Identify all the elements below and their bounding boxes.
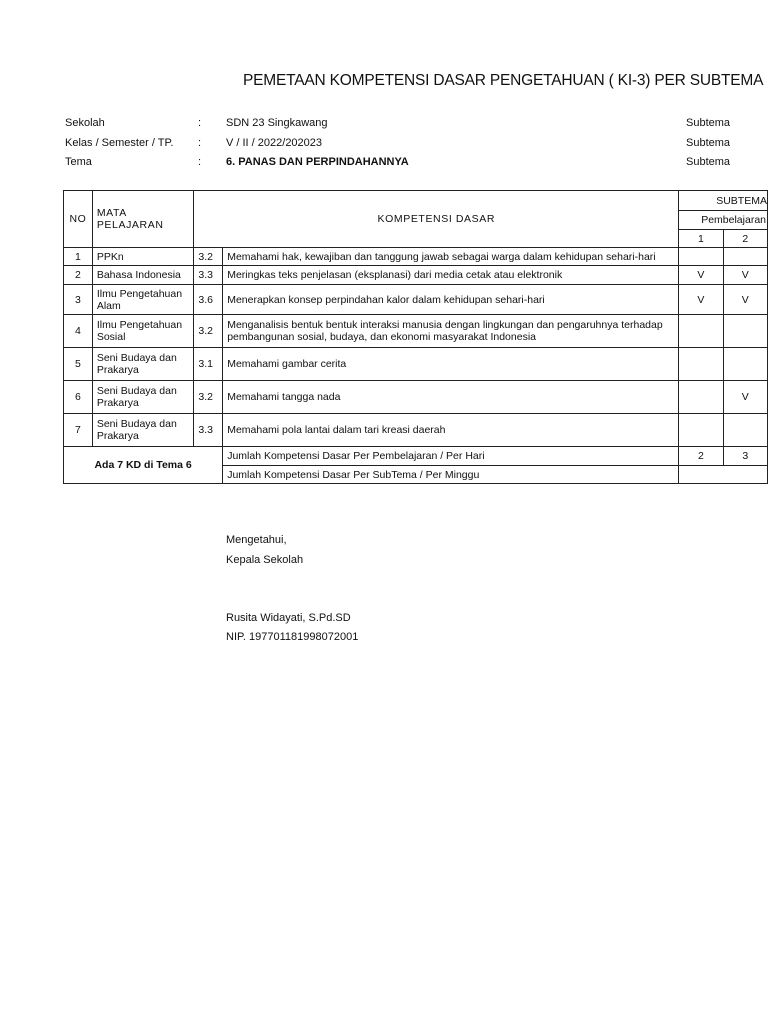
info-label: Kelas / Semester / TP. bbox=[65, 137, 174, 149]
header-pembelajaran-2: 2 bbox=[723, 230, 767, 248]
row-kd-code: 3.1 bbox=[194, 348, 223, 381]
header-subtema: SUBTEMA bbox=[679, 191, 768, 211]
row-kd-text: Memahami pola lantai dalam tari kreasi daerah bbox=[223, 414, 679, 447]
info-subtema-label: Subtema bbox=[686, 156, 731, 168]
row-kd-text: Memahami hak, kewajiban dan tanggung jawab sebagai warga dalam kehidupan sehari-hari bbox=[223, 248, 679, 266]
signature-nip: NIP. 197701181998072001 bbox=[226, 631, 359, 643]
row-kd-text: Menganalisis bentuk bentuk interaksi manusia dengan lingkungan dan pengaruhnya terhadap pembangunan sosial, budaya, dan ekonomi masyarakat Indonesia bbox=[223, 315, 679, 348]
info-label: Sekolah bbox=[65, 117, 105, 129]
table-row bbox=[64, 266, 768, 285]
table-row bbox=[64, 248, 768, 266]
page-title: PEMETAAN KOMPETENSI DASAR PENGETAHUAN ( KI-3) PER SUBTEMA bbox=[243, 72, 764, 89]
summary-count-p1: 2 bbox=[679, 447, 723, 466]
row-kd-text: Menerapkan konsep perpindahan kalor dalam kehidupan sehari-hari bbox=[223, 285, 679, 315]
table-row bbox=[64, 315, 768, 348]
table-row bbox=[64, 285, 768, 315]
summary-text: Jumlah Kompetensi Dasar Per Pembelajaran / Per Hari bbox=[223, 447, 679, 466]
row-kd-code: 3.3 bbox=[194, 414, 223, 447]
info-label: Tema bbox=[65, 156, 92, 168]
row-check-p1 bbox=[679, 348, 723, 381]
row-kd-code: 3.2 bbox=[194, 381, 223, 414]
row-no: 6 bbox=[64, 381, 93, 414]
row-check-p1 bbox=[679, 315, 723, 348]
header-mata-pelajaran: MATA PELAJARAN bbox=[92, 191, 194, 248]
row-mata-pelajaran: Seni Budaya dan Prakarya bbox=[92, 381, 194, 414]
header-pembelajaran-1: 1 bbox=[679, 230, 723, 248]
info-subtema-label: Subtema bbox=[686, 137, 731, 149]
row-mata-pelajaran: PPKn bbox=[92, 248, 194, 266]
row-mata-pelajaran: Seni Budaya dan Prakarya bbox=[92, 414, 194, 447]
info-value: V / II / 2022/202023 bbox=[226, 137, 323, 149]
table-row bbox=[64, 381, 768, 414]
info-colon: : bbox=[198, 137, 202, 149]
row-check-p1 bbox=[679, 381, 723, 414]
table-row bbox=[64, 348, 768, 381]
header-kompetensi-dasar: KOMPETENSI DASAR bbox=[194, 191, 679, 248]
row-check-p1 bbox=[679, 248, 723, 266]
row-no: 2 bbox=[64, 266, 93, 285]
summary-label: Ada 7 KD di Tema 6 bbox=[64, 447, 223, 484]
row-no: 7 bbox=[64, 414, 93, 447]
info-colon: : bbox=[198, 117, 202, 129]
row-check-p2 bbox=[723, 414, 767, 447]
row-kd-text: Meringkas teks penjelasan (eksplanasi) dari media cetak atau elektronik bbox=[223, 266, 679, 285]
row-kd-code: 3.2 bbox=[194, 315, 223, 348]
row-check-p2 bbox=[723, 315, 767, 348]
row-kd-code: 3.3 bbox=[194, 266, 223, 285]
row-check-p2: V bbox=[723, 266, 767, 285]
signature-role: Kepala Sekolah bbox=[226, 554, 304, 566]
row-kd-code: 3.6 bbox=[194, 285, 223, 315]
kd-mapping-table bbox=[63, 190, 768, 484]
table-row bbox=[64, 414, 768, 447]
row-check-p2: V bbox=[723, 381, 767, 414]
info-subtema-label: Subtema bbox=[686, 117, 731, 129]
row-check-p2: V bbox=[723, 285, 767, 315]
row-no: 5 bbox=[64, 348, 93, 381]
info-row-tema bbox=[0, 156, 768, 172]
row-mata-pelajaran: Bahasa Indonesia bbox=[92, 266, 194, 285]
summary-text: Jumlah Kompetensi Dasar Per SubTema / Per Minggu bbox=[223, 466, 679, 484]
info-colon: : bbox=[198, 156, 202, 168]
row-kd-text: Memahami gambar cerita bbox=[223, 348, 679, 381]
summary-count-p2: 3 bbox=[723, 447, 767, 466]
row-no: 1 bbox=[64, 248, 93, 266]
info-value: SDN 23 Singkawang bbox=[226, 117, 328, 129]
row-check-p1: V bbox=[679, 266, 723, 285]
row-no: 4 bbox=[64, 315, 93, 348]
row-kd-code: 3.2 bbox=[194, 248, 223, 266]
row-mata-pelajaran: Ilmu Pengetahuan Sosial bbox=[92, 315, 194, 348]
row-check-p1: V bbox=[679, 285, 723, 315]
row-no: 3 bbox=[64, 285, 93, 315]
header-pembelajaran: Pembelajaran bbox=[679, 211, 768, 230]
signature-acknowledged: Mengetahui, bbox=[226, 534, 287, 546]
summary-row-per-hari bbox=[64, 447, 768, 466]
row-check-p1 bbox=[679, 414, 723, 447]
row-check-p2 bbox=[723, 248, 767, 266]
signature-name: Rusita Widayati, S.Pd.SD bbox=[226, 612, 351, 624]
info-row-sekolah bbox=[0, 117, 768, 133]
row-mata-pelajaran: Ilmu Pengetahuan Alam bbox=[92, 285, 194, 315]
summary-count-empty bbox=[679, 466, 768, 484]
header-no: NO bbox=[64, 191, 93, 248]
row-check-p2 bbox=[723, 348, 767, 381]
row-mata-pelajaran: Seni Budaya dan Prakarya bbox=[92, 348, 194, 381]
row-kd-text: Memahami tangga nada bbox=[223, 381, 679, 414]
info-value: 6. PANAS DAN PERPINDAHANNYA bbox=[226, 156, 409, 168]
info-row-kelas bbox=[0, 137, 768, 153]
